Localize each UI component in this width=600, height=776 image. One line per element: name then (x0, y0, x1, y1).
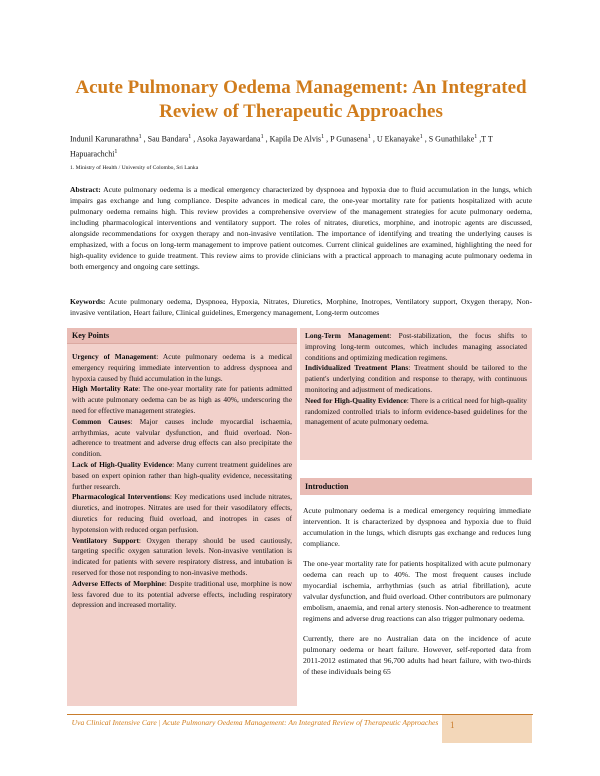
introduction-paragraph: Currently, there are no Australian data on the incidence of acute pulmonary oedema or heart failure. However, self-reported data from 2011-2012 estimated that 96,700 adults had heart failure, with two-thirds of these individuals being 65 (303, 634, 531, 676)
author-sup: 1 (419, 134, 423, 140)
page-number: 1 (442, 715, 532, 743)
key-point-label: Ventilatory Support (72, 535, 139, 545)
abstract-label: Abstract: (70, 185, 101, 194)
key-point (305, 331, 527, 363)
author-sup: 1 (188, 134, 192, 140)
author-sup: 1 (114, 148, 118, 155)
key-points-heading: Key Points (67, 328, 297, 344)
author-list: Indunil Karunarathna$^1$ , Sau Bandara$^1$ , Asoka Jayawardana$^1$ , Kapila De Alvis$^1$ , P Gunasena$^1$ , U Ekanayake$^1$ , S Gunathilake$^1$ ,T T Hapuarachchi$^1$ (70, 134, 493, 159)
introduction-heading: Introduction (300, 478, 532, 495)
key-point-text: : Many current treatment guidelines are based on expert opinion rather than high-quality evidence, necessitating further research. (72, 459, 292, 491)
key-point (72, 492, 292, 535)
footer-running-title: Uva Clinical Intensive Care | Acute Pulmonary Oedema Management: An Integrated Review of Therapeutic Approaches (71, 718, 439, 727)
introduction-paragraph: Acute pulmonary oedema is a medical emergency requiring immediate intervention. It is characterized by dyspnoea and hypoxia due to fluid accumulation in the lungs, which disrupts gas exchange and reduces lung compliance. (303, 506, 531, 548)
author: P Gunasena (330, 134, 368, 144)
key-point (72, 352, 292, 384)
key-point-text: : The one-year mortality rate for patients admitted with acute pulmonary oedema can be as high as 40%, underscoring the need for effective management strategies. (72, 384, 293, 415)
affiliation: 1. Ministry of Health / University of Colombo, Sri Lanka (70, 165, 199, 171)
paper-title: Acute Pulmonary Oedema Management: An Integrated Review of Therapeutic Approaches (75, 77, 527, 122)
key-point-text: : Major causes include myocardial ischaemia, arrhythmias, acute valvular dysfunction, and fluid overload. Non-adherence to treatment and adverse drug effects can also precipitate the condition. (72, 416, 292, 459)
author: Sau Bandara (147, 134, 189, 144)
abstract (70, 184, 532, 272)
key-points-box (67, 328, 297, 706)
key-point-text: : There is a critical need for high-quality randomized controlled trials to inform evidence-based guidelines for the management of acute pulmonary oedema. (305, 395, 527, 427)
key-point-label: Need for High-Quality Evidence (305, 395, 407, 405)
key-point-label: Adverse Effects of Morphine (72, 578, 165, 588)
key-point-label: Pharmacological Interventions (72, 492, 170, 502)
key-points-continued-box (300, 328, 532, 460)
key-point (72, 384, 292, 416)
key-point (305, 363, 527, 395)
key-point-label: High Mortality Rate (72, 384, 139, 394)
key-point-text: : Acute pulmonary oedema is a medical emergency requiring immediate intervention to address dyspnoea and hypoxia caused by fluid accumulation in the lungs. (72, 352, 292, 383)
key-point-text: : Despite traditional use, morphine is now less favored due to its potential adverse effects, including respiratory depression and increased mortality. (72, 578, 292, 610)
author: Asoka Jayawardana (196, 134, 261, 144)
abstract-text: Acute pulmonary oedema is a medical emergency characterized by dyspnoea and hypoxia due to fluid accumulation in the lungs, which impairs gas exchange and lung compliance. Despite advances in medical care, the one-year mortality rate for patients hospitalized with acute pulmonary oedema remains high. This review provides a comprehensive overview of the management strategies for acute pulmonary oedema, including pharmacological interventions and ventilatory support. The roles of nitrates, diuretics, morphine, and inotropic agents are discussed, alongside recommendations for oxygen therapy and non-invasive ventilation. The importance of identifying and treating the underlying causes is emphasized, with a focus on long-term management to improve patient outcomes. Current clinical guidelines are examined, highlighting the need for high-quality evidence to guide treatment. This review aims to provide clinicians with a practical approach to managing acute pulmonary oedema in both emergency and ongoing care settings. (70, 185, 532, 271)
key-point-label: Individualized Treatment Plans (305, 363, 409, 373)
key-point-text: : Post-stabilization, the focus shifts to improving long-term outcomes, which includes managing associated conditions and optimizing medication regimens. (305, 331, 527, 362)
author-sup: 1 (474, 134, 478, 140)
key-point-text: : Oxygen therapy should be used cautiously, targeting specific oxygen saturation levels. Non-invasive ventilation is indicated for patients with severe respiratory distress, and intubation is reserved for those not responding to non-invasive methods. (72, 535, 292, 577)
author: U Ekanayake (376, 134, 420, 144)
key-point-label: Lack of High-Quality Evidence (72, 459, 173, 469)
keywords (70, 296, 532, 318)
key-point-label: Common Causes (72, 416, 131, 426)
key-point-label: Long-Term Management (305, 331, 390, 340)
keywords-label: Keywords: (70, 297, 106, 306)
key-point-label: Urgency of Management (72, 352, 157, 361)
author: S Gunathilake (428, 134, 475, 144)
author: T Hapuarachchi (70, 134, 493, 159)
author-sup: 1 (321, 134, 325, 140)
author: Indunil Karunarathna (70, 134, 139, 144)
key-point (72, 460, 292, 492)
keywords-text: Acute pulmonary oedema, Dyspnoea, Hypoxia, Nitrates, Diuretics, Morphine, Inotropes, Ventilatory support, Oxygen therapy, Non-invasive ventilation, Heart failure, Clinical guidelines, Emergency management, Long-term outcomes (70, 297, 532, 317)
key-point (72, 417, 292, 460)
introduction-paragraph: The one-year mortality rate for patients hospitalized with acute pulmonary oedema can reach up to 40%. The most frequent causes include myocardial ischemia, arrhythmias (such as atrial fibrillation), acute valvular dysfunction, and fluid overload. Other contributors are pulmonary embolism, anaemia, and renal artery stenosis. Non-adherence to treatment regimens and adverse drug reactions can also trigger pulmonary oedema. (303, 559, 531, 623)
key-point (305, 396, 527, 428)
key-point-text: : Key medications used include nitrates, diuretics, and inotropes. Nitrates are used for their vasodilatory effects, diuretics for reducing fluid overload, and inotropes in cases of hypotension with reduced organ perfusion. (72, 492, 292, 534)
author: Kapila De Alvis (269, 134, 322, 144)
key-point (72, 536, 292, 579)
author-sup: 1 (138, 134, 142, 140)
key-point (72, 579, 292, 611)
key-point-text: : Treatment should be tailored to the patient's underlying condition and response to therapy, with continuous monitoring and adjustment of medications. (305, 363, 527, 394)
author-sup: 1 (367, 134, 371, 140)
introduction-body (303, 505, 531, 686)
author-sup: 1 (260, 134, 264, 140)
